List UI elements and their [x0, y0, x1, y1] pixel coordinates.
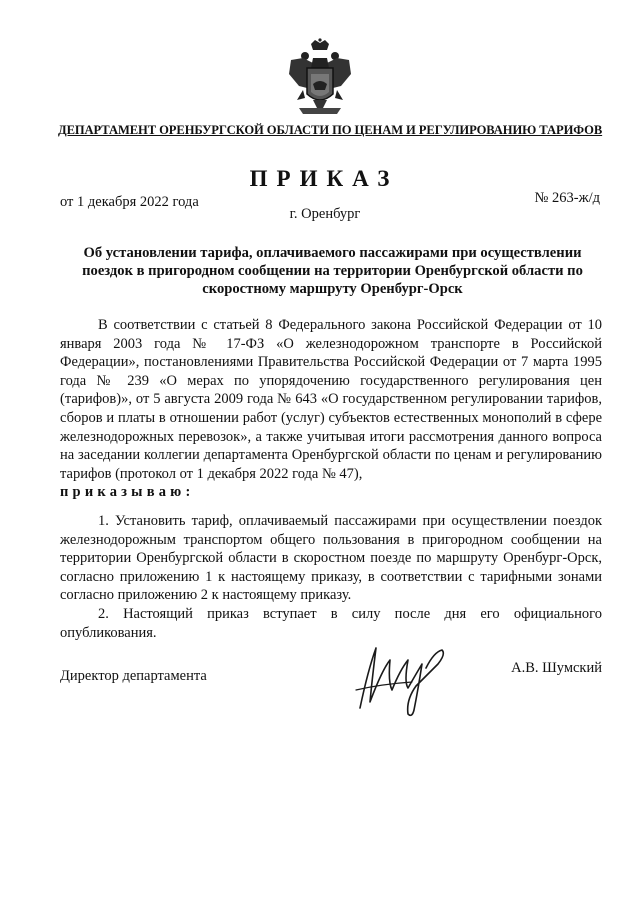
document-date: от 1 декабря 2022 года: [60, 194, 199, 210]
order-item: 2. Настоящий приказ вступает в силу после дня его официального опубликования.: [60, 605, 602, 641]
document-number: № 263-ж/д: [534, 190, 600, 206]
order-word: приказываю:: [60, 484, 195, 501]
document-city: г. Оренбург: [289, 206, 361, 222]
order-items: [60, 512, 602, 642]
preamble-text: В соответствии с статьей 8 Федерального закона Российской Федерации от 10 января 2003 года № 17-ФЗ «О железнодорожном транспорте в Российской Федерации», постановлениями Правительства Российской Федерации от 7 марта 1995 года № 239 «О мерах по упорядочению государственного регулирования цен (тарифов)», от 5 августа 2009 года № 643 «О государственном регулировании тарифов, сборов и платы в отношении работ (услуг) субъектов естественных монополий в сфере железнодорожных перевозок», а также учитывая итоги рассмотрения данного вопроса на заседании коллегии департамента Оренбургской области по ценам и регулированию тарифов (протокол от 1 декабря 2022 года № 47),: [60, 317, 602, 482]
coat-of-arms-icon: [285, 38, 355, 120]
signature-image: [342, 630, 462, 720]
preamble-section: [60, 316, 602, 502]
department-name: ДЕПАРТАМЕНТ ОРЕНБУРГСКОЙ ОБЛАСТИ ПО ЦЕНАМ И РЕГУЛИРОВАНИЮ ТАРИФОВ: [58, 123, 603, 137]
signer-position: Директор департамента: [60, 668, 207, 684]
order-item: 1. Установить тариф, оплачиваемый пассажирами при осуществлении поездок железнодорожным транспортом общего пользования в пригородном сообщении на территории Оренбургской области в скоростном поезде по маршруту Оренбург-Орск, согласно приложению 1 к настоящему приказу, в соответствии с тарифными зонами согласно приложению 2 к настоящему приказу.: [60, 513, 602, 604]
document-subject: Об установлении тарифа, оплачиваемого пассажирами при осуществлении поездок в пригородном сообщении на территории Оренбургской области по скоростному маршруту Оренбург-Орск: [82, 245, 583, 297]
signer-name: А.В. Шумский: [511, 660, 602, 676]
document-title: ПРИКАЗ: [249, 166, 399, 191]
